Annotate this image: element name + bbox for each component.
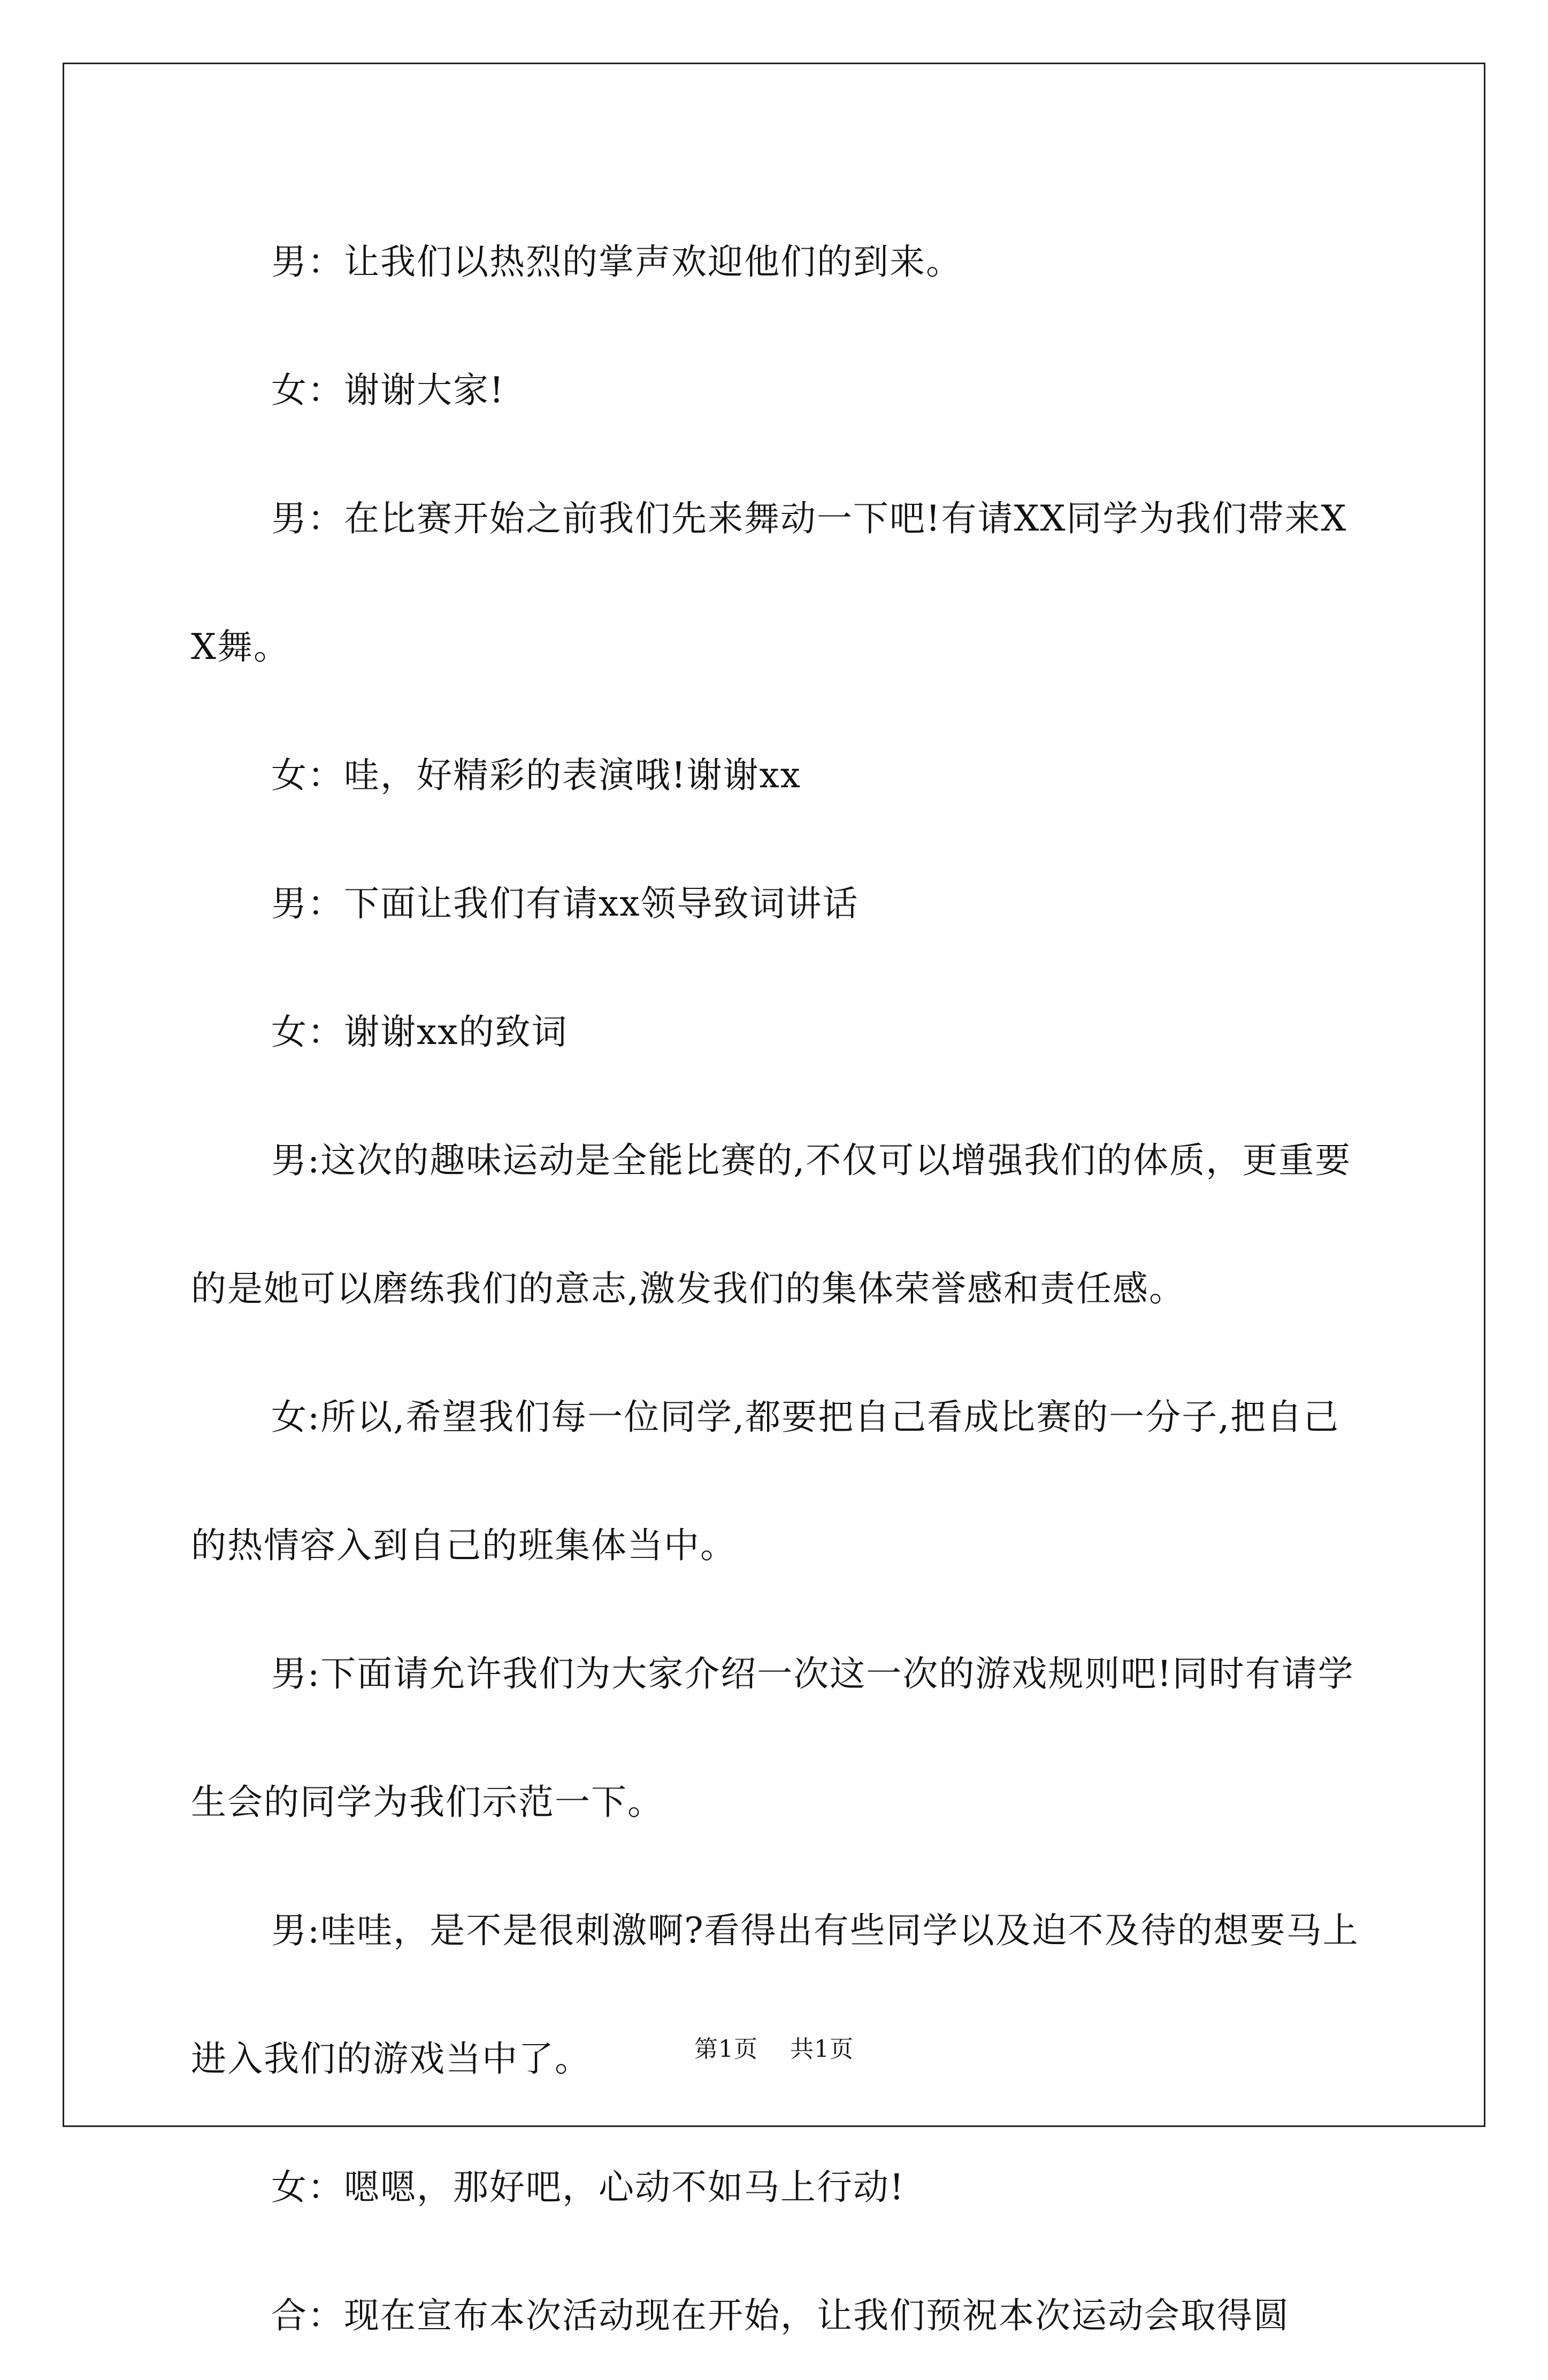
page-number-total: 共1页	[790, 2036, 854, 2063]
page-footer	[0, 2030, 1548, 2064]
paragraph: 男:这次的趣味运动是全能比赛的,不仅可以增强我们的体质，更重要的是她可以磨练我们的意志,激发我们的集体荣誉感和责任感。	[191, 1140, 1352, 1309]
paragraph: 女：谢谢xx的致词	[271, 1011, 568, 1053]
paragraph: 女：哇，好精彩的表演哦!谢谢xx	[271, 755, 801, 796]
paragraph: 男:下面请允许我们为大家介绍一次这一次的游戏规则吧!同时有请学生会的同学为我们示范一下。	[191, 1653, 1354, 1823]
page-number-current: 第1页	[694, 2036, 758, 2063]
paragraph: 女：嗯嗯，那好吧，心动不如马上行动!	[271, 2167, 905, 2208]
paragraph: 男：下面让我们有请xx领导致词讲话	[271, 883, 859, 924]
paragraph: 男:哇哇，是不是很刺激啊?看得出有些同学以及迫不及待的想要马上进入我们的游戏当中了。	[191, 1910, 1359, 2079]
paragraph: 合：现在宣布本次活动现在开始，让我们预祝本次运动会取得圆	[271, 2295, 1290, 2336]
paragraph: 男：让我们以热烈的掌声欢迎他们的到来。	[271, 241, 962, 282]
paragraph: 男：在比赛开始之前我们先来舞动一下吧!有请XX同学为我们带来XX舞。	[191, 498, 1347, 667]
paragraph: 女:所以,希望我们每一位同学,都要把自己看成比赛的一分子,把自己的热情容入到自己的班集体当中。	[191, 1396, 1340, 1566]
paragraph: 女：谢谢大家!	[271, 370, 505, 411]
